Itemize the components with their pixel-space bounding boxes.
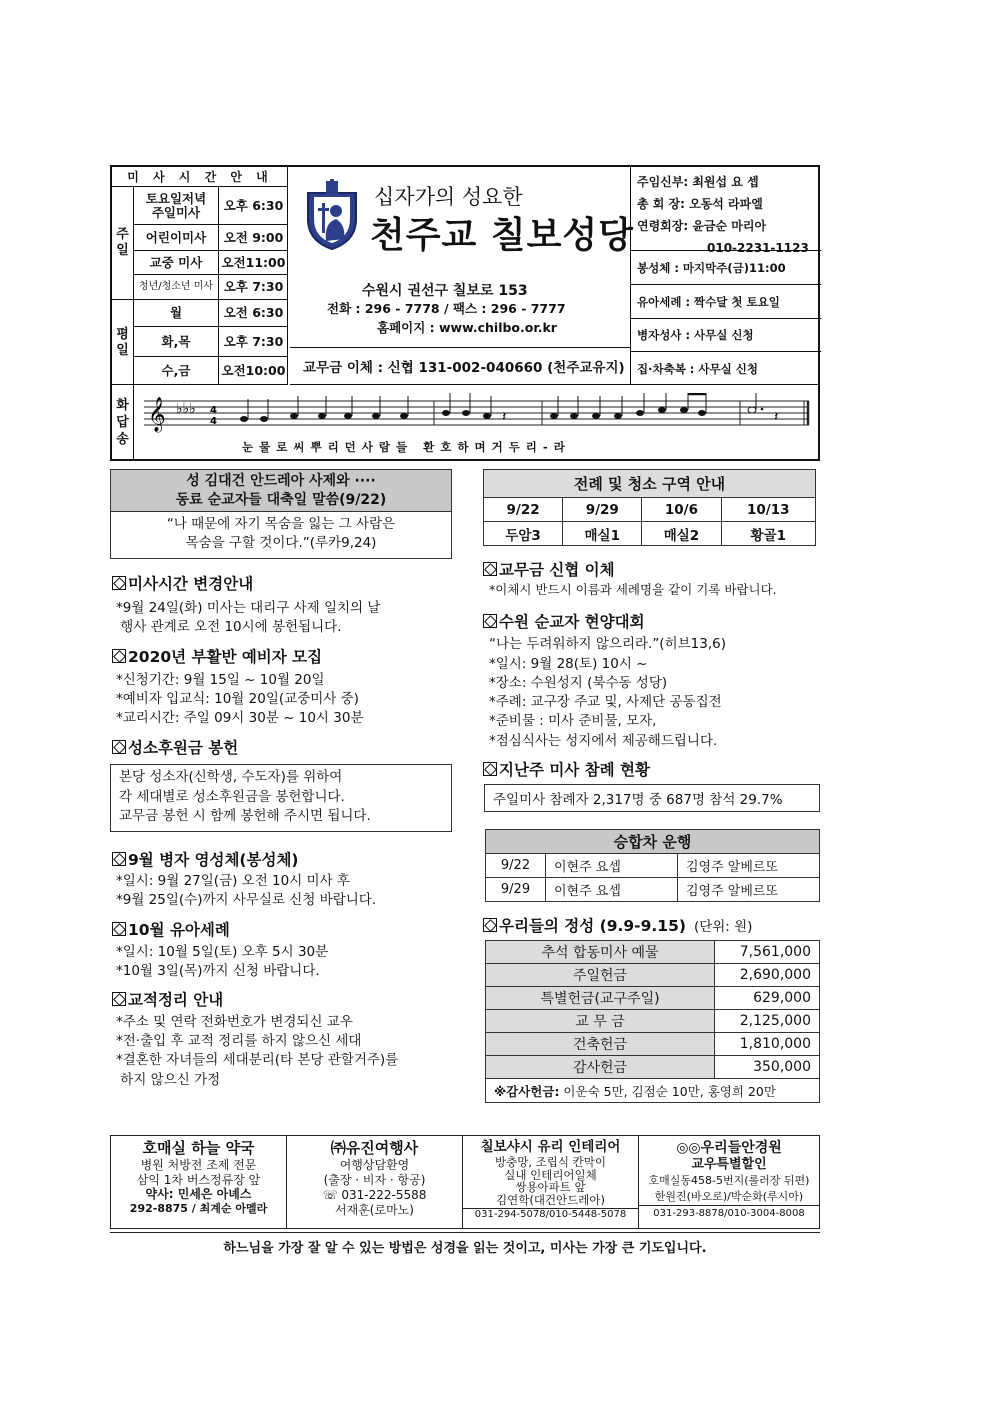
diamond-bullet-icon bbox=[483, 918, 497, 932]
offering-label: 주일헌금 bbox=[486, 964, 715, 987]
shuttle-driver: 이현주 요셉 bbox=[546, 878, 678, 902]
thanks-label: ※감사헌금: bbox=[494, 1083, 560, 1099]
diamond-bullet-icon bbox=[112, 649, 126, 663]
shuttle-table bbox=[485, 829, 820, 902]
infant-baptism-info: 유아세례 : 짝수달 첫 토요일 bbox=[631, 285, 821, 319]
sick-anointing-info: 병자성사 : 사무실 신청 bbox=[631, 319, 821, 352]
ad-line: 031-294-5078/010-5448-5078 bbox=[463, 1208, 638, 1222]
ad-pharmacy bbox=[111, 1136, 287, 1228]
ad-line: (출장 · 비자 · 항공) bbox=[323, 1173, 426, 1187]
mass-table-title: 미 사 시 간 안 내 bbox=[112, 167, 288, 187]
diamond-bullet-icon bbox=[483, 614, 497, 628]
ad-travel bbox=[287, 1136, 463, 1228]
diamond-bullet-icon bbox=[112, 740, 126, 754]
vocation-line: 교무금 봉헌 시 함께 봉헌해 주시면 됩니다. bbox=[119, 808, 371, 824]
section-line: *일시: 9월 28(토) 10시 ~ bbox=[489, 656, 648, 672]
weekday-label: 평 일 bbox=[112, 300, 134, 385]
liturgy-area: 황골1 bbox=[721, 522, 815, 546]
section-line: 하지 않으신 가정 bbox=[116, 1072, 221, 1088]
parish-name: 천주교 칠보성당 bbox=[370, 215, 634, 256]
ad-line: 서재훈(로마노) bbox=[335, 1203, 414, 1217]
offering-amount: 2,690,000 bbox=[715, 964, 820, 987]
offering-amount: 2,125,000 bbox=[715, 1010, 820, 1033]
mass-time: 오전11:00 bbox=[219, 251, 288, 275]
parish-address: 수원시 권선구 칠보로 153 bbox=[362, 283, 528, 299]
ad-line: 292-8875 / 최계순 아멜라 bbox=[129, 1201, 268, 1215]
mass-time: 오후 6:30 bbox=[219, 187, 288, 225]
mass-name: 수,금 bbox=[134, 357, 219, 385]
liturgy-area: 두암3 bbox=[484, 522, 563, 546]
section-heading: 2020년 부활반 예비자 모집 bbox=[112, 645, 322, 667]
feast-title-line1: 성 김대건 안드레아 사제와 ···· bbox=[186, 473, 376, 489]
mass-name: 월 bbox=[134, 300, 219, 327]
section-line: *주례: 교구장 주교 및, 사제단 공동집전 bbox=[489, 694, 722, 710]
ad-line: 여행상담환영 bbox=[339, 1158, 410, 1172]
svg-text:𝄽: 𝄽 bbox=[502, 409, 507, 425]
hymn-label: 화 답 송 bbox=[112, 385, 134, 459]
mass-time: 오전 6:30 bbox=[219, 300, 288, 327]
section-line: *9월 24일(화) 미사는 대리구 사제 일치의 날 bbox=[116, 600, 381, 616]
section-line: *장소: 수원성지 (북수동 성당) bbox=[489, 675, 668, 691]
section-line: *점심식사는 성지에서 제공해드립니다. bbox=[489, 733, 718, 749]
ads-bar bbox=[110, 1135, 820, 1229]
shuttle-title: 승합차 운행 bbox=[486, 830, 820, 854]
section-line: 행사 관계로 오전 10시에 봉헌됩니다. bbox=[116, 619, 342, 635]
mass-name: 화,목 bbox=[134, 327, 219, 357]
ad-line: 김연학(대건안드레아) bbox=[496, 1192, 605, 1207]
svg-text:𝄞: 𝄞 bbox=[148, 397, 166, 432]
ad-line: 삼익 1차 버스정류장 앞 bbox=[136, 1172, 261, 1187]
staff-info bbox=[630, 167, 820, 385]
ad-line: 031-293-8878/010-3004-8008 bbox=[639, 1205, 819, 1222]
mass-time: 오전10:00 bbox=[221, 363, 286, 378]
sunday-label: 주 일 bbox=[112, 187, 134, 300]
section-line: *9월 25일(수)까지 사무실로 신청 바랍니다. bbox=[116, 892, 377, 908]
section-line: *일시: 9월 27일(금) 오전 10시 미사 후 bbox=[116, 873, 350, 889]
section-line: *일시: 10월 5일(토) 오후 5시 30분 bbox=[116, 944, 329, 960]
svg-text:♭♭♭: ♭♭♭ bbox=[176, 401, 196, 417]
liturgy-date: 9/22 bbox=[484, 498, 563, 522]
offering-amount: 629,000 bbox=[715, 987, 820, 1010]
diamond-bullet-icon bbox=[483, 562, 497, 576]
liturgy-date: 9/29 bbox=[563, 498, 642, 522]
offering-label: 교 무 금 bbox=[486, 1010, 715, 1033]
mass-time-table bbox=[112, 167, 288, 385]
section-line: *이체시 반드시 이름과 세례명을 같이 기록 바랍니다. bbox=[489, 582, 777, 597]
ad-line: 호매실동458-5번지(롤러장 뒤편) bbox=[648, 1174, 810, 1187]
parish-phone: 전화 : 296 - 7778 / 팩스 : 296 - 7777 bbox=[327, 301, 566, 316]
liturgy-cleaning-table bbox=[483, 469, 816, 546]
section-heading: 10월 유아세례 bbox=[112, 918, 230, 940]
shuttle-driver: 이현주 요셉 bbox=[546, 854, 678, 878]
bulletin-header bbox=[110, 165, 820, 461]
svg-text:4: 4 bbox=[210, 416, 217, 427]
house-blessing-info: 집·차축복 : 사무실 신청 bbox=[637, 361, 758, 376]
mass-time: 오후 7:30 bbox=[219, 327, 288, 357]
parish-subtitle: 십자가의 성요한 bbox=[374, 185, 523, 209]
parish-homepage: 홈페이지 : www.chilbo.or.kr bbox=[377, 320, 557, 335]
offering-amount: 7,561,000 bbox=[715, 941, 820, 964]
offering-label: 감사헌금 bbox=[486, 1056, 715, 1079]
shuttle-driver: 김영주 알베르또 bbox=[678, 854, 820, 878]
section-heading: 9월 병자 영성체(봉성체) bbox=[112, 848, 299, 870]
diamond-bullet-icon bbox=[112, 576, 126, 590]
section-heading: 우리들의 정성 (9.9-9.15) (단위: 원) bbox=[483, 914, 752, 936]
thanks-offering-row bbox=[486, 1079, 820, 1103]
section-line: *신청기간: 9월 15일 ~ 10월 20일 bbox=[116, 672, 325, 688]
mass-time: 오전 9:00 bbox=[219, 225, 288, 251]
offering-label: 특별헌금(교구주일) bbox=[486, 987, 715, 1010]
ad-line: 쌍용아파트 앞 bbox=[515, 1180, 586, 1194]
ad-optician bbox=[639, 1136, 819, 1228]
section-heading: 교적정리 안내 bbox=[112, 988, 223, 1010]
svg-text:𝄽: 𝄽 bbox=[774, 409, 779, 425]
diamond-bullet-icon bbox=[112, 852, 126, 866]
ad-line: 약사: 민세은 아녜스 bbox=[145, 1187, 252, 1201]
hymn-score bbox=[144, 393, 814, 437]
feast-quote-line2: 목숨을 구할 것이다.”(루카9,24) bbox=[185, 535, 377, 551]
glasses-icon: ◎◎ bbox=[676, 1140, 701, 1156]
parish-emblem-icon bbox=[302, 179, 362, 251]
offering-label: 추석 합동미사 예물 bbox=[486, 941, 715, 964]
mass-name: 교중 미사 bbox=[134, 251, 219, 275]
offerings-table bbox=[485, 940, 820, 1103]
diamond-bullet-icon bbox=[112, 922, 126, 936]
section-line: *준비물 : 미사 준비물, 모자, bbox=[489, 713, 657, 729]
mass-name: 토요일저녁 주일미사 bbox=[134, 187, 219, 225]
ad-line: ☏ 031-222-5588 bbox=[322, 1188, 427, 1202]
ad-interior bbox=[463, 1136, 639, 1228]
ad-name: 호매실 하늘 약국 bbox=[142, 1139, 255, 1157]
liturgy-area: 매실1 bbox=[563, 522, 642, 546]
ad-line: 병원 처방전 조제 전문 bbox=[140, 1158, 257, 1172]
section-line: *주소 및 연락 전화번호가 변경되신 교우 bbox=[116, 1014, 353, 1030]
pastor: 주임신부: 최원섭 요 셉 bbox=[637, 175, 759, 189]
section-line: *교리시간: 주일 09시 30분 ~ 10시 30분 bbox=[116, 710, 364, 726]
ad-line: 한원진(바오로)/박순화(루시아) bbox=[654, 1190, 804, 1203]
liturgy-cleaning-title: 전례 및 청소 구역 안내 bbox=[484, 470, 816, 498]
liturgy-date: 10/13 bbox=[721, 498, 815, 522]
section-line: *예비자 입교식: 10월 20일(교중미사 중) bbox=[116, 691, 359, 707]
ad-line: 실내 인테리어일체 bbox=[504, 1167, 597, 1182]
ad-name: 칠보샤시 유리 인테리어 bbox=[480, 1139, 621, 1155]
shuttle-date: 9/29 bbox=[486, 878, 546, 902]
offering-amount: 1,810,000 bbox=[715, 1033, 820, 1056]
mass-name: 어린이미사 bbox=[134, 225, 219, 251]
section-line: *전·출입 후 교적 정리를 하지 않으신 세대 bbox=[116, 1033, 362, 1049]
section-heading: 성소후원금 봉헌 bbox=[112, 736, 238, 758]
hymn-lyrics: 눈 물 로 씨 뿌 리 던 사 람 들 환 호 하 며 거 두 리 - 라 bbox=[242, 440, 566, 454]
section-heading: 교무금 신협 이체 bbox=[483, 558, 615, 580]
ad-line: 교우특별할인 bbox=[691, 1157, 767, 1172]
feast-box bbox=[110, 469, 452, 559]
eucharist-info: 봉성체 : 마지막주(금)11:00 bbox=[631, 251, 821, 285]
feast-title-line2: 동료 순교자들 대축일 말씀(9/22) bbox=[175, 492, 387, 508]
ad-line: 방충망, 조립식 칸막이 bbox=[495, 1155, 606, 1169]
association-phone: 010-2231-1123 bbox=[707, 241, 809, 255]
offering-amount: 350,000 bbox=[715, 1056, 820, 1079]
vocation-line: 각 세대별로 성소후원금을 봉헌합니다. bbox=[119, 788, 345, 805]
vocation-line: 본당 성소자(신학생, 수도자)를 위하여 bbox=[119, 769, 343, 785]
offering-label: 건축헌금 bbox=[486, 1033, 715, 1056]
mass-name: 청년/청소년 미사 bbox=[134, 275, 219, 300]
feast-quote-line1: “나 때문에 자기 목숨을 잃는 그 사람은 bbox=[166, 516, 396, 532]
liturgy-date: 10/6 bbox=[642, 498, 721, 522]
section-line: “나는 두려워하지 않으리라.”(히브13,6) bbox=[489, 636, 726, 652]
offerings-unit: (단위: 원) bbox=[693, 919, 753, 935]
thanks-text: 이운숙 5만, 김점순 10만, 홍영희 20만 bbox=[559, 1083, 776, 1099]
association-head: 연령회장: 윤금순 마리아 bbox=[637, 219, 767, 233]
attendance-box: 주일미사 참례자 2,317명 중 687명 참석 29.7% bbox=[484, 784, 820, 812]
footer-quote: 하느님을 가장 잘 알 수 있는 방법은 성경을 읽는 것이고, 미사는 가장 큰 기도입니다. bbox=[110, 1232, 820, 1256]
parish-account: 교무금 이체 : 신협 131-002-040660 (천주교유지) bbox=[290, 347, 630, 385]
ad-name: 우리들안경원 bbox=[700, 1140, 782, 1156]
ad-name: ㈜유진여행사 bbox=[330, 1139, 419, 1157]
section-heading: 지난주 미사 참례 현황 bbox=[483, 758, 650, 780]
shuttle-driver: 김영주 알베르또 bbox=[678, 878, 820, 902]
section-line: *결혼한 자녀들의 세대분리(타 본당 관할거주)를 bbox=[116, 1052, 399, 1068]
svg-text:4: 4 bbox=[210, 405, 217, 416]
section-heading: 미사시간 변경안내 bbox=[112, 572, 253, 594]
shuttle-date: 9/22 bbox=[486, 854, 546, 878]
liturgy-area: 매실2 bbox=[642, 522, 721, 546]
section-line: *10월 3일(목)까지 신청 바랍니다. bbox=[116, 963, 320, 979]
diamond-bullet-icon bbox=[483, 762, 497, 776]
vocation-box bbox=[110, 764, 452, 832]
section-heading: 수원 순교자 현양대회 bbox=[483, 610, 645, 632]
president: 총 회 장: 오동석 라파엘 bbox=[637, 197, 763, 211]
diamond-bullet-icon bbox=[112, 992, 126, 1006]
mass-time: 오후 7:30 bbox=[219, 275, 288, 300]
